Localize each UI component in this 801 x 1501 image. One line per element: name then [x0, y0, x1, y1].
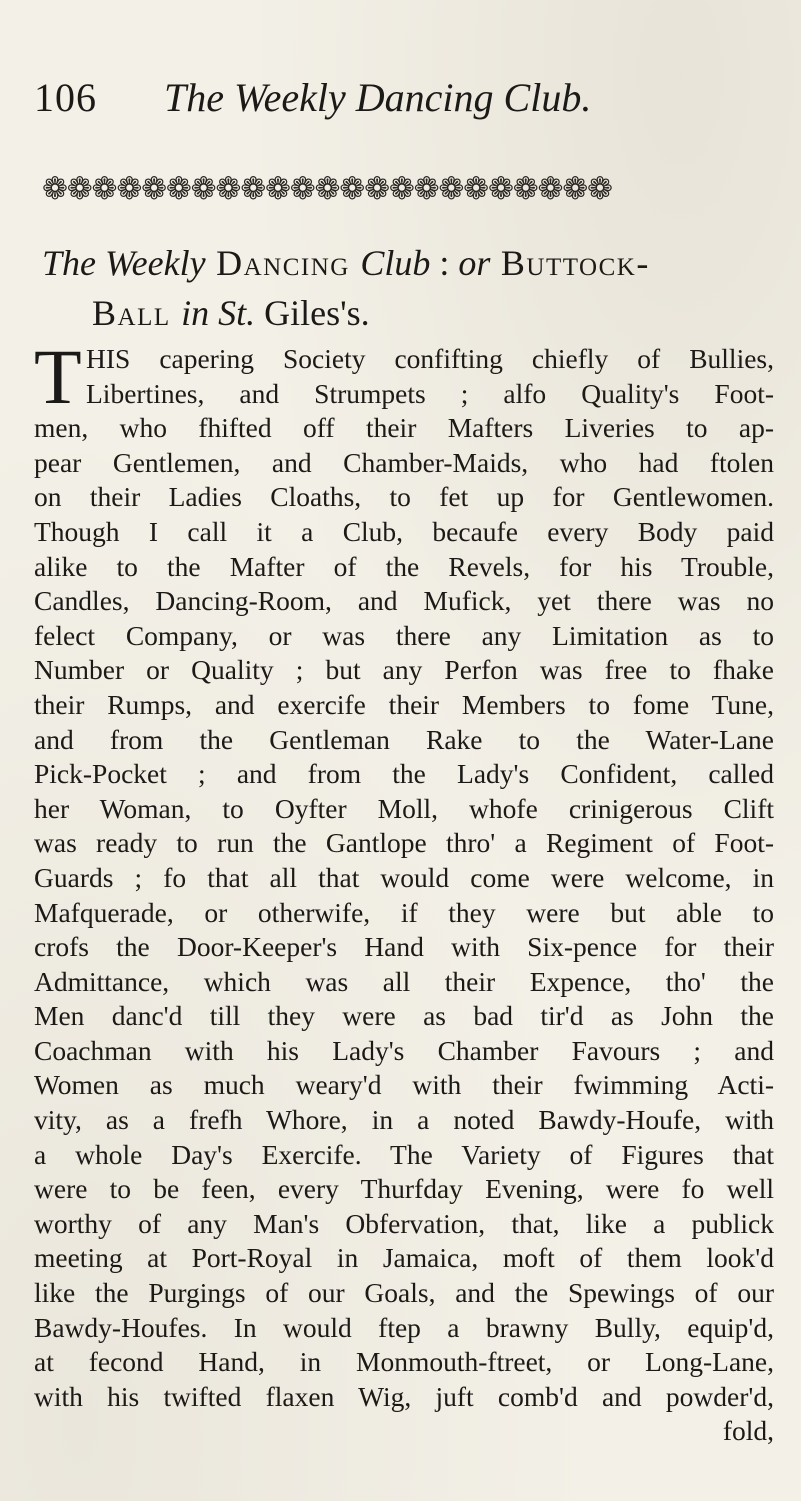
text-line: men, who fhifted off their Mafters Liveries to ap- [34, 412, 774, 444]
text-line: worthy of any Man's Obfervation, that, like a publick [34, 1207, 774, 1239]
text-line: Coachman with his Lady's Chamber Favours ; and [34, 1034, 774, 1066]
text-line: with his twifted flaxen Wig, juft comb'd and powder'd, [34, 1380, 774, 1412]
text-line: was ready to run the Gantlope thro' a Regiment of Foot- [34, 827, 774, 859]
text-line: were to be feen, every Thurfday Evening, were fo well [34, 1173, 774, 1205]
text-line: Though I call it a Club, becaufe every Body paid [34, 515, 774, 547]
text-line: and from the Gentleman Rake to the Water-Lane [34, 723, 774, 755]
text-line: Admittance, which was all their Expence, tho' the [34, 965, 774, 997]
text-line: felect Company, or was there any Limitation as to [34, 619, 774, 651]
text-line: crofs the Door-Keeper's Hand with Six-pence for their [34, 931, 774, 963]
text-line: alike to the Mafter of the Revels, for his Trouble, [34, 550, 774, 582]
text-line: HIS capering Society confifting chiefly of Bullies, [86, 343, 774, 374]
text-line: on their Ladies Cloaths, to fet up for Gentlewomen. [34, 481, 774, 513]
text-line: Mafquerade, or otherwife, if they were but able to [34, 896, 774, 928]
ornamental-divider: ❁❁❁❁❁❁❁❁❁❁❁❁❁❁❁❁❁❁❁❁❁❁❁ [42, 172, 612, 206]
text-line: vity, as a frefh Whore, in a noted Bawdy-Houfe, with [34, 1104, 774, 1136]
text-line: a whole Day's Exercife. The Variety of Figures that [34, 1138, 774, 1170]
heading-part-8: in St. [181, 293, 256, 333]
text-line: Libertines, and Strumpets ; alfo Quality's Foot- [86, 377, 774, 409]
section-heading [42, 238, 772, 338]
catchword: fold, [722, 1415, 774, 1447]
heading-part-4: : [430, 243, 459, 283]
text-line: Women as much weary'd with their fwimming Acti- [34, 1069, 774, 1101]
text-line: Candles, Dancing-Room, and Mufick, yet there was no [34, 585, 774, 617]
text-line: pear Gentlemen, and Chamber-Maids, who had ftolen [34, 446, 774, 478]
text-line: Guards ; fo that all that would come were welcome, in [34, 861, 774, 893]
running-title: The Weekly Dancing Club. [164, 75, 592, 120]
heading-part-2: Dancing [205, 243, 361, 283]
text-line: Pick-Pocket ; and from the Lady's Confident, called [34, 758, 774, 790]
text-line: Number or Quality ; but any Perfon was free to fhake [34, 654, 774, 686]
text-line: their Rumps, and exercife their Members to fome Tune, [34, 688, 774, 720]
text-line: Men danc'd till they were as bad tir'd as John the [34, 1000, 774, 1032]
text-line: meeting at Port-Royal in Jamaica, moft of them look'd [34, 1242, 774, 1274]
text-line: at fecond Hand, in Monmouth-ftreet, or Long-Lane, [34, 1346, 774, 1378]
text-line: like the Purgings of our Goals, and the Spewings of our [34, 1277, 774, 1309]
body-text [34, 333, 774, 1449]
page-number: 106 [34, 75, 97, 120]
heading-part-6: Buttock- [490, 243, 650, 283]
heading-part-7: Ball [92, 293, 182, 333]
heading-part-1: The Weekly [42, 243, 206, 283]
heading-part-5: or [458, 243, 491, 283]
text-line: Bawdy-Houfes. In would ftep a brawny Bully, equip'd, [34, 1311, 774, 1343]
text-line: her Woman, to Oyfter Moll, whofe crinigerous Clift [34, 792, 774, 824]
heading-part-3: Club [360, 243, 431, 283]
drop-cap: T [34, 333, 82, 420]
running-head [34, 60, 774, 120]
heading-part-9: Giles's. [255, 293, 370, 333]
